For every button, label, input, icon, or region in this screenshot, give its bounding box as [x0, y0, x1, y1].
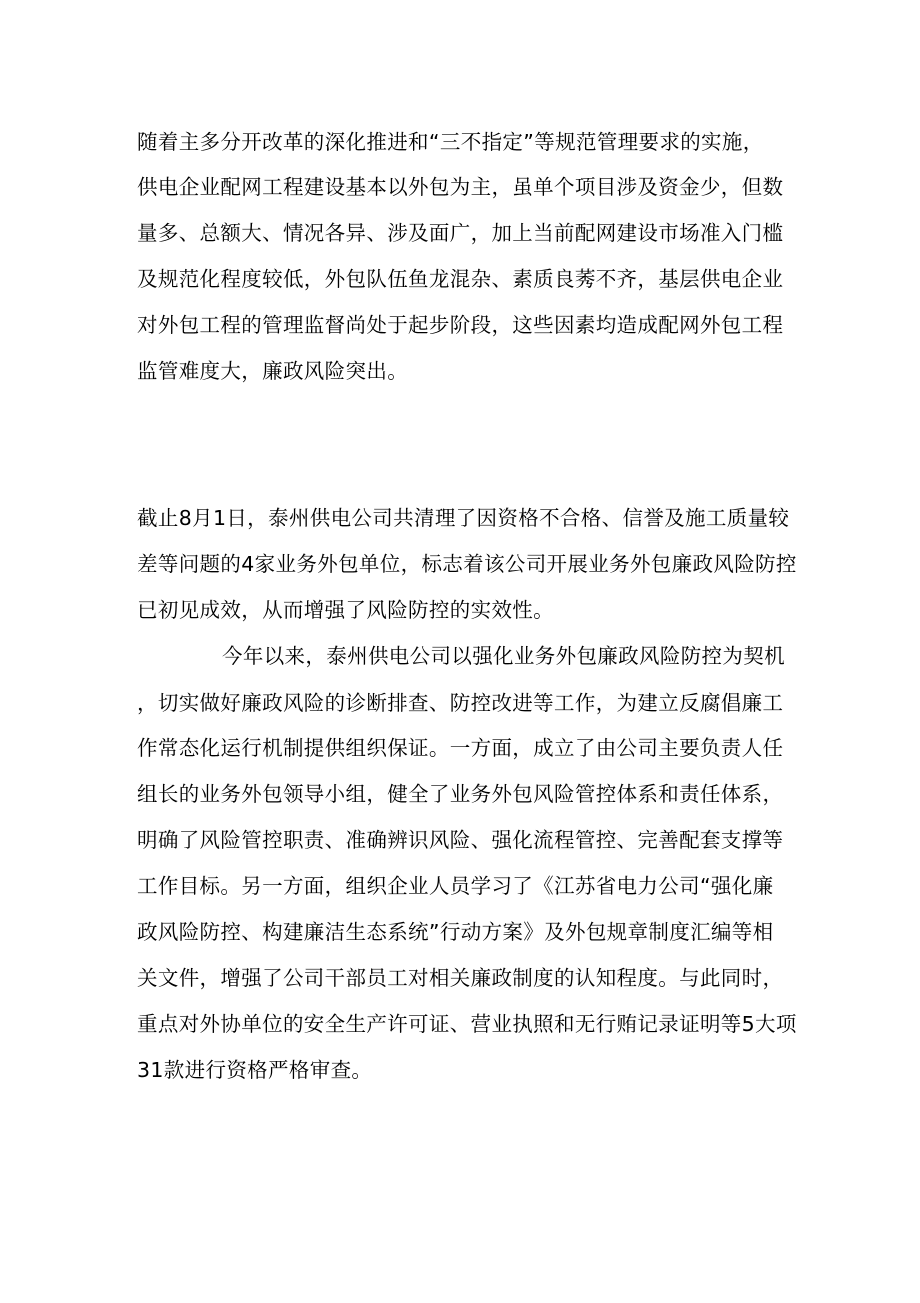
text-line: 供电企业配网工程建设基本以外包为主，虽单个项目涉及资金少，但数 — [137, 175, 784, 199]
text-line: ，切实做好廉政风险的诊断排查、防控改进等工作，为建立反腐倡廉工 — [137, 691, 784, 715]
text-line: 政风险防控、构建廉洁生态系统”行动方案》及外包规章制度汇编等相 — [137, 920, 774, 944]
text-line: 工作目标。另一方面，组织企业人员学习了《江苏省电力公司“强化廉 — [137, 874, 774, 898]
text-line: 明确了风险管控职责、准确辨识风险、强化流程管控、完善配套支撑等 — [137, 828, 784, 852]
text-line: 对外包工程的管理监督尚处于起步阶段，这些因素均造成配网外包工程 — [137, 313, 784, 337]
text-line: 组长的业务外包领导小组，健全了业务外包风险管控体系和责任体系， — [137, 782, 784, 806]
text-line: 量多、总额大、情况各异、涉及面广，加上当前配网建设市场准入门槛 — [137, 221, 784, 245]
text-line: 31款进行资格严格审查。 — [137, 1058, 373, 1082]
text-line: 及规范化程度较低，外包队伍鱼龙混杂、素质良莠不齐，基层供电企业 — [137, 267, 784, 291]
text-line: 差等问题的4家业务外包单位，标志着该公司开展业务外包廉政风险防控 — [137, 552, 797, 576]
text-line: 随着主多分开改革的深化推进和“三不指定”等规范管理要求的实施， — [137, 130, 764, 154]
text-line: 监管难度大，廉政风险突出。 — [137, 359, 409, 383]
text-line: 作常态化运行机制提供组织保证。一方面，成立了由公司主要负责人任 — [137, 736, 784, 760]
text-line: 关文件，增强了公司干部员工对相关廉政制度的认知程度。与此同时， — [137, 966, 784, 990]
text-line: 截止8月1日，泰州供电公司共清理了因资格不合格、信誉及施工质量较 — [137, 506, 790, 530]
text-line: 重点对外协单位的安全生产许可证、营业执照和无行贿记录证明等5大项 — [137, 1012, 797, 1036]
text-line: 已初见成效，从而增强了风险防控的实效性。 — [137, 598, 554, 622]
text-line: 今年以来，泰州供电公司以强化业务外包廉政风险防控为契机 — [222, 644, 785, 668]
